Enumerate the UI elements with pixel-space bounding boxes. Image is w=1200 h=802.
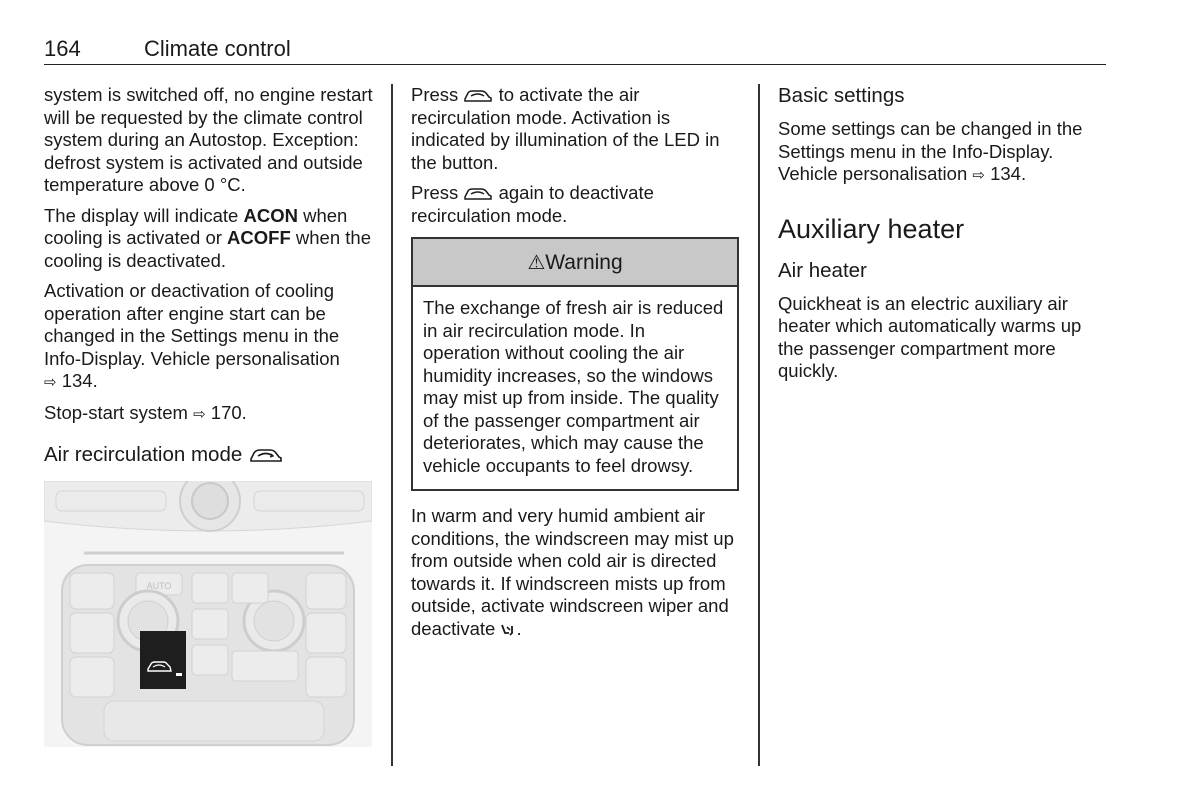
- paragraph: The display will indicate ACON when cooling is activated or ACOFF when the cooling is deactivated.: [44, 204, 371, 271]
- paragraph: Press to activate the air recirculation mode. Activation is indicated by illumination of the LED in the button.: [411, 84, 720, 173]
- column-3: [778, 84, 1108, 391]
- warning-triangle-icon: ⚠: [527, 250, 546, 274]
- acoff-label: ACOFF: [227, 227, 291, 248]
- paragraph: system is switched off, no engine restart will be requested by the climate control system during an Autostop. Exception: defrost system is activated and outside temperature above 0 °C.: [44, 84, 373, 195]
- page-reference-icon: ⇨: [193, 404, 206, 423]
- page-reference-icon: ⇨: [972, 166, 985, 184]
- paragraph: Press again to deactivate recirculation mode.: [411, 182, 654, 226]
- column-divider: [391, 84, 393, 766]
- warning-box: [411, 237, 739, 491]
- svg-text:AUTO: AUTO: [146, 581, 172, 591]
- section-heading: Basic settings: [778, 84, 905, 107]
- paragraph: Some settings can be changed in the Settings menu in the Info-Display. Vehicle personalisation ⇨ 134.: [778, 118, 1083, 184]
- paragraph: Activation or deactivation of cooling operation after engine start can be changed in the Settings menu in the Info-Display. Vehicle personalisation ⇨ 134.: [44, 280, 340, 391]
- warning-header: [413, 239, 737, 287]
- page-reference-icon: ⇨: [44, 373, 57, 391]
- paragraph: In warm and very humid ambient air conditions, the windscreen may mist up from outside when cold air is directed towards it. If windscreen mists up from outside, activate windscreen wiper and deactivate .: [411, 505, 734, 639]
- recirculation-icon: [463, 88, 493, 104]
- column-2: [411, 84, 741, 648]
- warning-text: The exchange of fresh air is reduced in air recirculation mode. In operation without cooling the air humidity increases, so the windows may mist up from inside. The quality of the passenger compartment air deteriorates, which may cause the vehicle occupants to feel drowsy.: [423, 297, 724, 476]
- warning-title: Warning: [545, 251, 623, 274]
- acon-label: ACON: [243, 204, 298, 226]
- recirculation-icon: [463, 186, 493, 202]
- paragraph: Quickheat is an electric auxiliary air heater which automatically warms up the passenger compartment more quickly.: [778, 292, 1082, 381]
- climate-control-panel-figure: [44, 481, 372, 747]
- windscreen-airflow-icon: [500, 623, 516, 637]
- column-1: [44, 84, 376, 747]
- chapter-heading: Auxiliary heater: [778, 213, 965, 244]
- section-title: Climate control: [144, 36, 291, 61]
- section-heading: Air heater: [778, 258, 867, 282]
- paragraph: Stop-start system ⇨ 170.: [44, 401, 247, 423]
- page-number: 164: [44, 36, 81, 61]
- recirculation-icon: [248, 447, 284, 465]
- column-divider: [758, 84, 760, 766]
- section-heading: Air recirculation mode: [44, 443, 376, 467]
- page-header: [44, 36, 1106, 65]
